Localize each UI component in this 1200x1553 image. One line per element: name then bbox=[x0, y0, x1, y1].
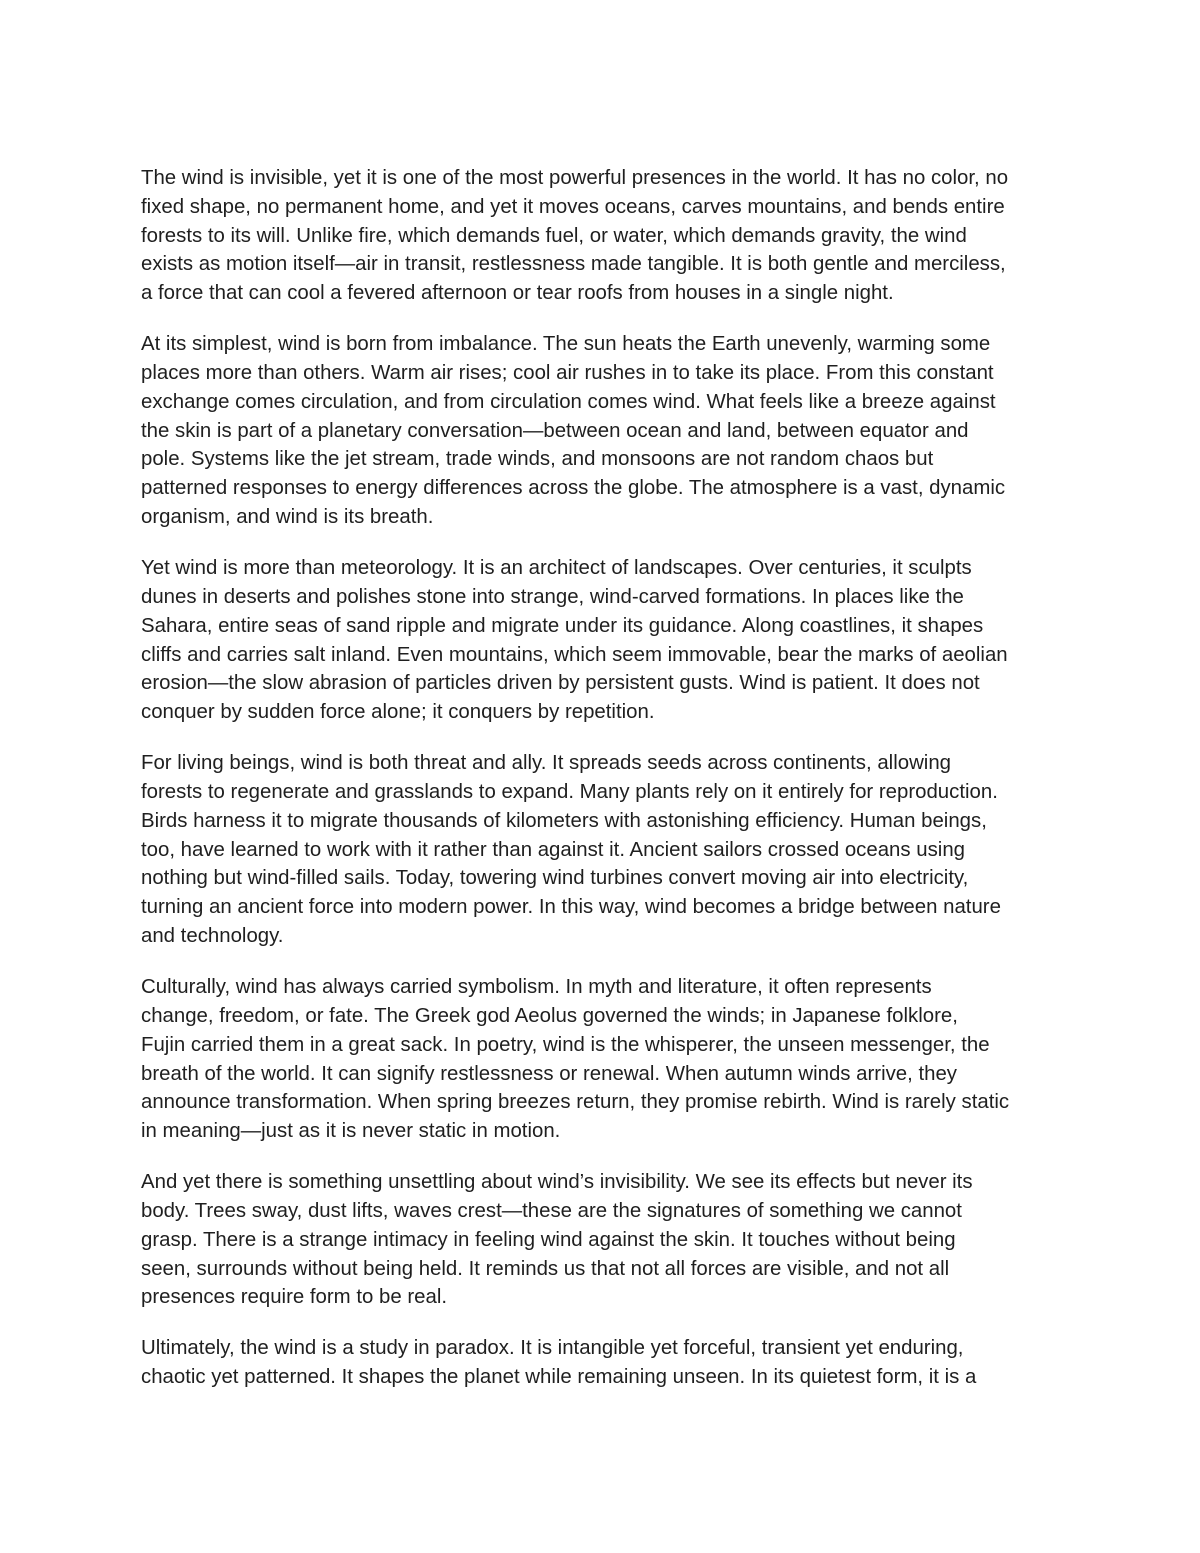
text-line: change, freedom, or fate. The Greek god Aeolus governed the winds; in Japanese folklore, bbox=[141, 1004, 958, 1027]
text-line: in meaning—just as it is never static in motion. bbox=[141, 1120, 561, 1143]
text-line: announce transformation. When spring breezes return, they promise rebirth. Wind is rarely static bbox=[141, 1091, 1010, 1114]
text-line: dunes in deserts and polishes stone into strange, wind-carved formations. In places like the bbox=[141, 585, 964, 608]
paragraph bbox=[141, 749, 1066, 951]
text-line: too, have learned to work with it rather than against it. Ancient sailors crossed oceans using bbox=[141, 838, 966, 861]
text-line: breath of the world. It can signify restlessness or renewal. When autumn winds arrive, they bbox=[141, 1062, 958, 1085]
text-line: conquer by sudden force alone; it conquers by repetition. bbox=[141, 701, 655, 724]
text-line: turning an ancient force into modern power. In this way, wind becomes a bridge between nature bbox=[141, 896, 1001, 919]
text-line: Yet wind is more than meteorology. It is an architect of landscapes. Over centuries, it sculpts bbox=[141, 557, 972, 580]
text-line: And yet there is something unsettling about wind’s invisibility. We see its effects but never its bbox=[141, 1171, 973, 1194]
paragraph bbox=[141, 554, 1066, 727]
text-line: Birds harness it to migrate thousands of kilometers with astonishing efficiency. Human beings, bbox=[141, 809, 987, 832]
paragraph bbox=[141, 330, 1066, 532]
text-line: The wind is invisible, yet it is one of the most powerful presences in the world. It has no color, no bbox=[141, 167, 1009, 189]
text-line: exchange comes circulation, and from circulation comes wind. What feels like a breeze against bbox=[141, 390, 996, 413]
text-line: pole. Systems like the jet stream, trade winds, and monsoons are not random chaos but bbox=[141, 448, 934, 471]
text-line: places more than others. Warm air rises; cool air rushes in to take its place. From this constant bbox=[141, 362, 994, 385]
text-line: erosion—the slow abrasion of particles driven by persistent gusts. Wind is patient. It does not bbox=[141, 672, 980, 695]
text-line: chaotic yet patterned. It shapes the planet while remaining unseen. In its quietest form, it is a bbox=[141, 1366, 977, 1389]
document-body bbox=[141, 164, 1066, 1414]
paragraph bbox=[141, 1334, 1066, 1392]
text-line: the skin is part of a planetary conversation—between ocean and land, between equator and bbox=[141, 419, 969, 442]
paragraph bbox=[141, 164, 1066, 308]
text-line: cliffs and carries salt inland. Even mountains, which seem immovable, bear the marks of aeolian bbox=[141, 643, 1008, 666]
text-line: fixed shape, no permanent home, and yet it moves oceans, carves mountains, and bends entire bbox=[141, 195, 1005, 218]
text-line: Ultimately, the wind is a study in paradox. It is intangible yet forceful, transient yet enduring, bbox=[141, 1337, 964, 1360]
text-line: seen, surrounds without being held. It reminds us that not all forces are visible, and not all bbox=[141, 1257, 950, 1280]
text-line: grasp. There is a strange intimacy in feeling wind against the skin. It touches without being bbox=[141, 1228, 956, 1251]
paragraph bbox=[141, 1168, 1066, 1312]
text-line: a force that can cool a fevered afternoon or tear roofs from houses in a single night. bbox=[141, 282, 894, 305]
text-line: forests to regenerate and grasslands to expand. Many plants rely on it entirely for reproduction. bbox=[141, 781, 998, 804]
text-line: For living beings, wind is both threat and ally. It spreads seeds across continents, allowing bbox=[141, 752, 952, 775]
text-line: body. Trees sway, dust lifts, waves crest—these are the signatures of something we cannot bbox=[141, 1199, 962, 1222]
text-line: organism, and wind is its breath. bbox=[141, 506, 434, 529]
text-line: Sahara, entire seas of sand ripple and migrate under its guidance. Along coastlines, it shapes bbox=[141, 614, 984, 637]
text-line: Culturally, wind has always carried symbolism. In myth and literature, it often represents bbox=[141, 976, 932, 999]
text-line: and technology. bbox=[141, 925, 284, 948]
text-line: Fujin carried them in a great sack. In poetry, wind is the whisperer, the unseen messenger, the bbox=[141, 1033, 990, 1056]
paragraph bbox=[141, 973, 1066, 1146]
text-line: nothing but wind-filled sails. Today, towering wind turbines convert moving air into electricity, bbox=[141, 867, 969, 890]
text-line: forests to its will. Unlike fire, which demands fuel, or water, which demands gravity, the wind bbox=[141, 224, 967, 247]
text-line: exists as motion itself—air in transit, restlessness made tangible. It is both gentle and merciless, bbox=[141, 253, 1006, 276]
text-line: patterned responses to energy differences across the globe. The atmosphere is a vast, dynamic bbox=[141, 477, 1006, 500]
text-line: At its simplest, wind is born from imbalance. The sun heats the Earth unevenly, warming some bbox=[141, 333, 991, 356]
text-line: presences require form to be real. bbox=[141, 1286, 448, 1309]
